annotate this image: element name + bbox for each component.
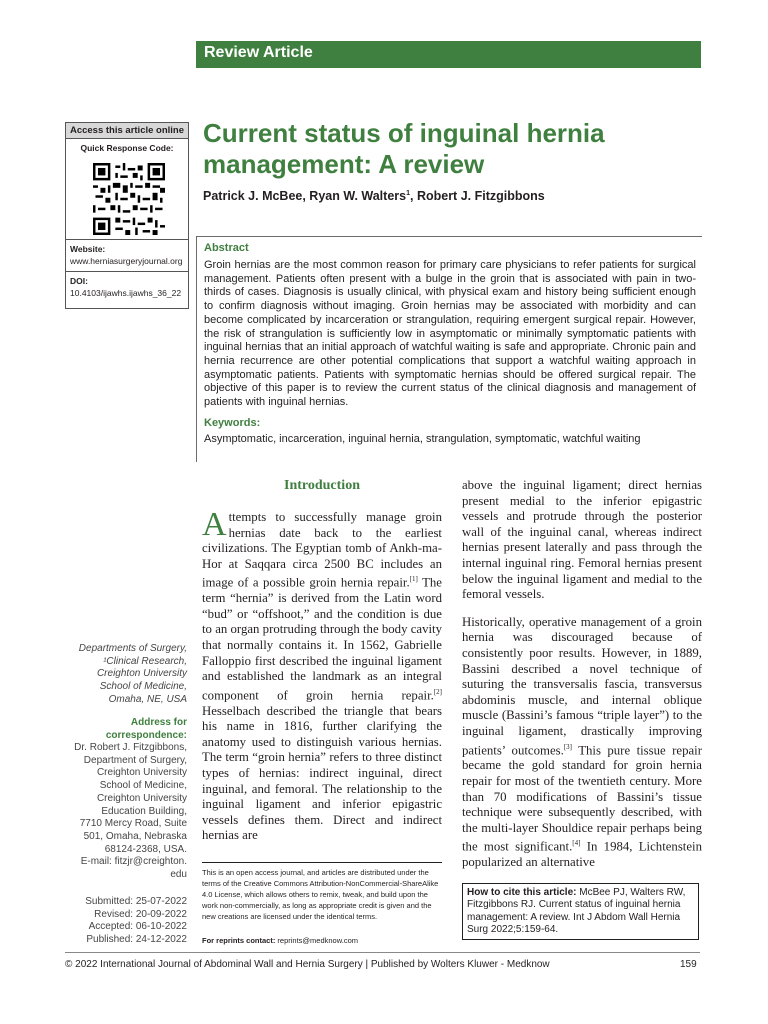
article-type-banner [196,41,701,68]
page-number: 159 [680,959,697,970]
intro-text: Hesselbach described the triangle that bears his name in 1816, further clarifying the anatomy used to distinguish various hernias. The term “groin hernia” refers to three distinct types of hernias: indirect inguinal, direct inguinal, and femoral. The relationship to the inguinal ligament and inferior epigastric vessels defines them. Direct and indirect hernias are [202,703,442,843]
affiliation-line: ¹Clinical Research, [103,655,187,667]
affiliation-line: Departments of Surgery, [78,643,187,654]
body-column-right [462,478,702,871]
article-type-label: Review Article [204,44,313,61]
reprints-email[interactable]: reprints@medknow.com [275,936,358,945]
correspondence-line: Department of Surgery, [83,754,187,766]
cite-label: How to cite this article: [467,887,577,898]
correspondence-heading-line: Address for [130,717,187,728]
keywords-heading: Keywords: [204,417,261,429]
affiliation-line: Omaha, NE, USA [108,693,187,705]
citation-ref[interactable]: [4] [572,839,581,848]
citation-ref[interactable]: [1] [409,575,418,584]
keywords-text: Asymptomatic, incarceration, inguinal hernia, strangulation, symptomatic, watchful waiting [204,433,641,445]
date-published: Published: 24-12-2022 [86,934,187,946]
correspondence-line: Creighton University [96,767,187,779]
affiliation-line: Creighton University [96,668,187,680]
website-link[interactable]: www.herniasurgeryjournal.org [70,256,183,266]
affiliation-block [47,643,187,707]
intro-text: The term “hernia” is derived from the Latin word “bud” or “offshoot,” and the condition is due to an organ protruding through the body cavity that normally contains it. In 1562, Gabrielle Falloppio first described the inguinal ligament and established the landmark as an integral component of groin hernia repair. [202,575,442,703]
abstract-heading: Abstract [204,242,249,254]
date-revised: Revised: 20-09-2022 [94,908,187,920]
doi-link[interactable]: 10.4103/ijawhs.ijawhs_36_22 [70,288,182,298]
correspondence-line: 7710 Mercy Road, Suite [79,818,187,830]
website-label: Website: [70,244,106,254]
body-column-left [202,506,442,844]
correspondence-line: School of Medicine, [99,780,187,792]
correspondence-line: 68124-2368, USA. [104,843,187,855]
body-text: In 1984, Lichtenstein popularized an alternative [462,839,702,870]
cite-text: McBee PJ, Walters RW, Fitzgibbons RJ. Current status of inguinal hernia management: A review. Int J Abdom Wall Hernia Surg 2022;5:159-64. [467,887,686,936]
correspondence-line: Education Building, [101,805,187,817]
article-title: Current status of inguinal hernia management: A review [203,118,605,179]
author-affil-sup: 1 [406,189,410,197]
correspondence-line: Creighton University [96,792,187,804]
introduction-heading: Introduction [284,478,360,493]
citation-ref[interactable]: [3] [563,742,572,751]
doi-label: DOI: [70,276,88,286]
correspondence-email-cont[interactable]: edu [170,869,187,881]
qr-label: Quick Response Code: [80,143,174,153]
affiliation-line: School of Medicine, [99,681,187,693]
qr-code-icon[interactable] [93,163,165,235]
abstract-text: Groin hernias are the most common reason for primary care physicians to refer patients for surgical management. Patients often present with a bulge in the groin that is associated with pain in two-thirds of cases. Diagnosis is usually clinical, with physical exam and history being sufficient enough to confirm diagnosis without imaging. Groin hernias may be associated with morbidity and can become complicated by incarceration or strangulation, requiring emergent surgical repair. However, the risk of strangulation is sufficiently low in asymptomatic or minimally symptomatic patients with inguinal hernias that an initial approach of watchful waiting is safe and appropriate. Chronic pain and hernia recurrence are other potential complications that support a watchful waiting approach in asymptomatic patients. Patients with symptomatic hernias should be offered surgical repair. The objective of this paper is to review the current status of the clinical diagnosis and management of patients with inguinal hernias. [204,259,696,409]
body-text: This pure tissue repair became the gold standard for groin hernia repair for most of the twentieth century. More than 70 modifications of Bassini’s tissue technique were subsequently described, with the multi-layer Shouldice repair perhaps being the most significant. [462,742,702,854]
date-submitted: Submitted: 25-07-2022 [85,896,187,907]
author-names-2: , Robert J. Fitzgibbons [410,189,545,203]
citation-box [462,883,699,940]
reprints-contact [202,936,442,945]
correspondence-heading [47,717,187,742]
correspondence-address [47,742,187,882]
article-dates [47,896,187,947]
intro-text: ttempts to successfully manage groin hernias date back to the earliest civilizations. The Egyptian tomb of Ankh-ma-Hor at Saqqara circa 2500 BC includes an image of a possible groin hernia repair. [202,510,442,590]
date-accepted: Accepted: 06-10-2022 [88,921,187,933]
correspondence-heading-line: correspondence: [105,729,187,741]
author-list [203,189,545,203]
license-note: This is an open access journal, and articles are distributed under the terms of the Creative Commons Attribution-NonCommercial-ShareAlike 4.0 License, which allows others to remix, tweak, and build upon the work non-commercially, as long as appropriate credit is given and the new creations are licensed under the identical terms. [202,862,442,922]
page-footer: © 2022 International Journal of Abdominal Wall and Hernia Surgery | Published by Wolters Kluwer - Medknow [65,959,550,970]
drop-cap: A [202,506,227,543]
correspondence-line: Dr. Robert J. Fitzgibbons, [74,742,187,753]
correspondence-email[interactable]: E-mail: fitzjr@creighton. [80,856,187,868]
correspondence-line: 501, Omaha, Nebraska [83,830,187,842]
abstract-section [196,236,702,462]
body-paragraph: above the inguinal ligament; direct hernias present medial to the inferior epigastric vessels and protrude through the posterior wall of the inguinal canal, whereas indirect hernias present laterally and pass through the internal inguinal ring. Femoral hernias present below the inguinal ligament and medial to the femoral vessels. [462,478,702,602]
access-article-box [65,122,189,309]
author-names-1: Patrick J. McBee, Ryan W. Walters [203,189,407,203]
body-text: Historically, operative management of a groin hernia was discouraged because of consistently poor results. However, in 1889, Bassini described a novel technique of suturing the transversalis fascia, transversus abdominis muscle, and internal oblique muscle (Bassini’s famous “triple layer”) to the inguinal ligament, drastically improving patients’ outcomes. [462,614,702,757]
access-heading: Access this article online [66,123,188,139]
reprints-label: For reprints contact: [202,936,276,945]
citation-ref[interactable]: [2] [433,687,442,696]
